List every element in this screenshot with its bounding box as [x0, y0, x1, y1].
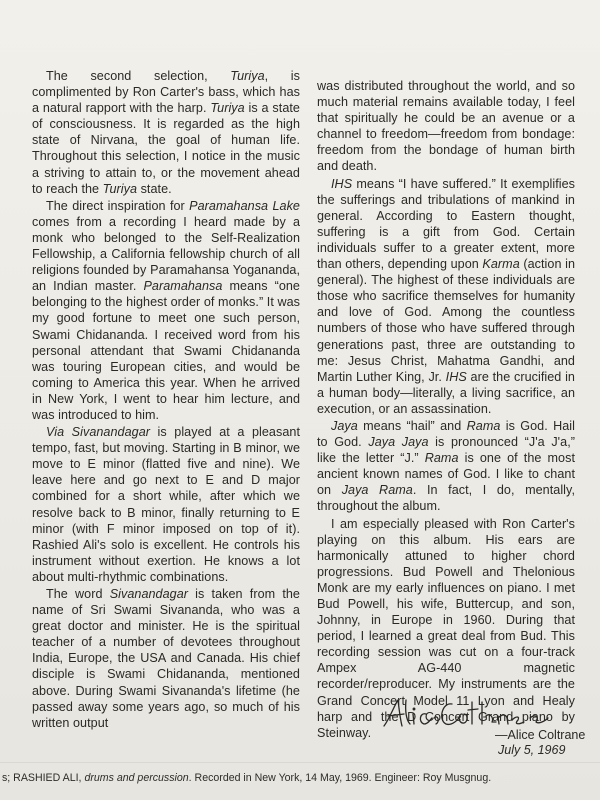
italic-title: Turiya [210, 101, 245, 116]
italic-title: Jaya Jaya [368, 435, 429, 450]
body-paragraph: Via Sivanandagar is played at a pleasant tempo, fast, but moving. Starting in B minor, we move to E minor (flatted five and nine). We leave here and go next to E and D major combined for a short while, after which we resolve back to B minor, finally returning to E minor (with F minor imposed on top of it). Rashied Ali's solo is excellent. He controls his instrument without exertion. He knows a lot about multi-rhythmic combinations. [32, 425, 300, 584]
body-paragraph: The word Sivanandagar is taken from the name of Sri Swami Sivananda, who was a great doctor and minister. He is the spiritual teacher of a number of devotees throughout India, Europe, the USA and Canada. His chief disciple is Swami Chidananda, mentioned above. During Swami Sivananda's lifetime (he passed away some years ago, so much of his written output [32, 587, 300, 730]
body-paragraph: IHS means “I have suffered.” It exemplifies the sufferings and tribulations of mankind in general. According to Eastern thought, suffering is a gift from God. Certain individuals suffer to a greater extent, more than others, depending upon Karma (action in general). The highest of these individuals are those who sacrifice themselves for humanity and love of God. Among the countless numbers of those who have suffered through generations past, three are outstanding to me: Jesus Christ, Mahatma Gandhi, and Martin Luther King, Jr. IHS are the crucified in a human body—literally, a living sacrifice, an execution, or an assassination. [317, 176, 575, 416]
italic-title: Via Sivanandagar [46, 425, 150, 440]
left-column [32, 68, 300, 732]
italic-title: IHS [331, 176, 353, 191]
body-paragraph: Jaya means “hail” and Rama is God. Hail to God. Jaya Jaya is pronounced “J'a J'a,” like the letter “J.” Rama is one of the most ancient known names of God. I like to chant on Jaya Rama. In fact, I do, mentally, throughout the album. [317, 418, 575, 514]
italic-title: IHS [445, 369, 467, 384]
italic-title: Paramahansa [143, 279, 223, 294]
body-paragraph: The second selection, Turiya, is complimented by Ron Carter's bass, which has a natural rapport with the harp. Turiya is a state of consciousness. It is regarded as the high state of Nirvana, the goal of human life. Throughout this selection, I notice in the music a striving to attain to, or the movement ahead to reach the Turiya state. [32, 69, 300, 196]
signature-date: July 5, 1969 [498, 743, 566, 757]
italic-title: Karma [482, 257, 520, 272]
handwritten-signature [380, 696, 550, 730]
right-column [317, 78, 575, 742]
body-paragraph: I am especially pleased with Ron Carter's playing on this album. His ears are harmonically attuned to higher chord progressions. Bud Powell and Thelonious Monk are my early influences on piano. I met Bud Powell, his wife, Buttercup, and son, Johnny, in Europe in 1960. During that period, I learned a great deal from Bud. This recording session was cut on a four-track Ampex AG-440 magnetic recorder/reproducer. My instruments are the Grand Concert Model 11 Lyon and Healy harp and the D Concert Grand piano by Steinway. [317, 516, 575, 740]
italic-title: Jaya Rama [341, 483, 413, 498]
body-paragraph: The direct inspiration for Paramahansa Lake comes from a recording I heard made by a monk who belonged to the Self-Realization Fellowship, a California fellowship church of all religions founded by Paramahansa Yogananda, an Indian master. Paramahansa means “one belonging to the highest order of monks.” It was my good fortune to meet one such person, Swami Chidananda. I received word from his personal attendant that Swami Chidananda was touring European cities, and would be coming to America this year. When he arrived in New York, I went to hear him lecture, and was introduced to him. [32, 198, 300, 422]
italic-title: Rama [424, 451, 459, 466]
italic-title: Turiya [230, 69, 265, 83]
italic-title: Rama [466, 418, 501, 433]
italic-title: drums and percussion [84, 772, 189, 784]
signature-name: —Alice Coltrane [495, 728, 586, 742]
signature-block [380, 696, 586, 758]
italic-title: Sivanandagar [109, 587, 189, 601]
italic-title: Jaya [331, 418, 358, 433]
italic-title: Paramahansa Lake [189, 198, 300, 213]
footer-divider [0, 762, 600, 763]
italic-title: Turiya [102, 181, 138, 196]
body-paragraph: was distributed throughout the world, and so much material remains available today, I feel that spiritually he could be an avenue or a channel to freedom—freedom from bondage: freedom from the bondage of human birth and death. [317, 79, 575, 174]
credits-line: s; RASHIED ALI, drums and percussion. Recorded in New York, 14 May, 1969. Engineer: Roy Musgnug. [2, 772, 492, 784]
